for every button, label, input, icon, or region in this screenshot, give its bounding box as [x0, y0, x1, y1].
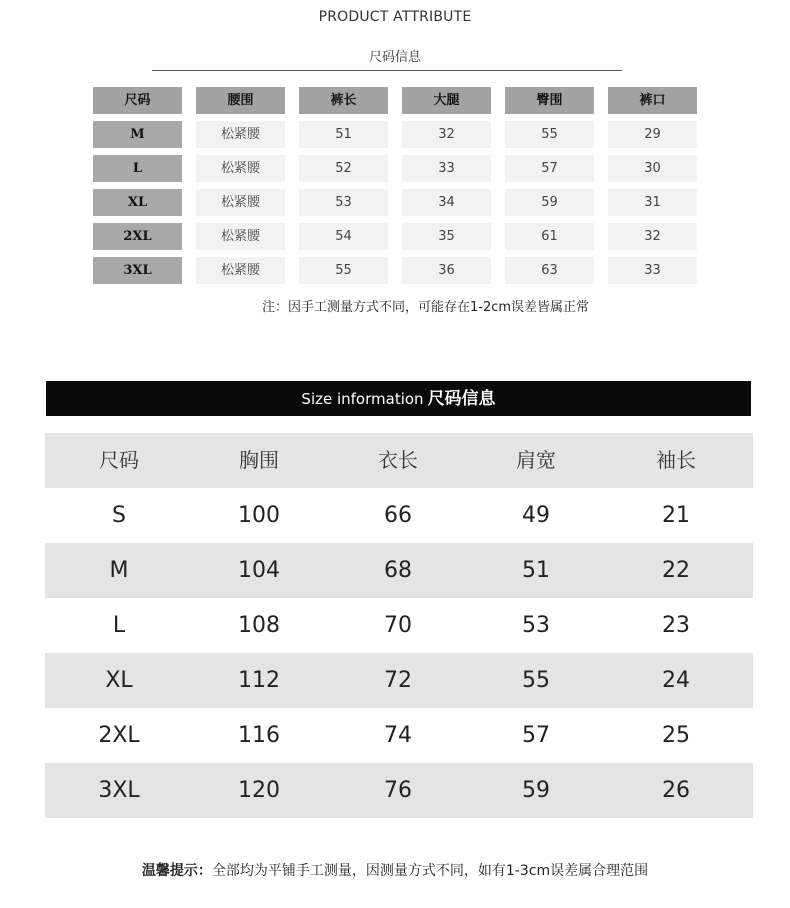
pants-value-cell: 53 [299, 189, 388, 216]
top-value-cell: 59 [522, 778, 550, 803]
pants-value-cell: 36 [402, 257, 491, 284]
banner-chinese-label: 尺码信息 [427, 389, 496, 409]
pants-value-cell: 63 [505, 257, 594, 284]
pants-value-cell: 33 [608, 257, 697, 284]
measurement-note: 注：因手工测量方式不同，可能存在1-2cm误差皆属正常 [262, 300, 590, 315]
pants-value-cell: 51 [299, 121, 388, 148]
top-table-row [45, 763, 753, 818]
pants-value-cell: 30 [608, 155, 697, 182]
pants-size-cell: M [93, 121, 182, 148]
pants-size-cell: 3XL [93, 257, 182, 284]
top-value-cell: 104 [238, 558, 280, 583]
top-value-cell: 100 [238, 503, 280, 528]
pants-value-cell: 松紧腰 [196, 121, 285, 148]
pants-value-cell: 29 [608, 121, 697, 148]
top-size-cell: M [109, 558, 129, 583]
pants-table-row [93, 189, 703, 216]
top-value-cell: 120 [238, 778, 280, 803]
top-table-row [45, 488, 753, 543]
top-size-cell: L [112, 613, 126, 638]
top-value-cell: 112 [238, 668, 280, 693]
top-table-row [45, 708, 753, 763]
pants-size-cell: XL [93, 189, 182, 216]
top-value-cell: 108 [238, 613, 280, 638]
top-value-cell: 24 [662, 668, 690, 693]
pants-value-cell: 55 [299, 257, 388, 284]
pants-value-cell: 松紧腰 [196, 257, 285, 284]
top-value-cell: 116 [238, 723, 280, 748]
top-header-cell: 袖长 [656, 448, 696, 472]
pants-value-cell: 31 [608, 189, 697, 216]
tip-label: 温馨提示： [141, 863, 212, 879]
pants-value-cell: 35 [402, 223, 491, 250]
banner-english-label: Size information [301, 390, 424, 408]
tip-text: 全部均为平铺手工测量，因测量方式不同，如有1-3cm误差属合理范围 [211, 863, 649, 879]
top-value-cell: 21 [662, 503, 690, 528]
top-value-cell: 49 [522, 503, 550, 528]
pants-size-cell: L [93, 155, 182, 182]
pants-header-cell: 裤长 [299, 87, 388, 114]
pants-header-cell: 尺码 [93, 87, 182, 114]
top-value-cell: 23 [662, 613, 690, 638]
pants-value-cell: 松紧腰 [196, 189, 285, 216]
tip-note [0, 860, 790, 880]
top-value-cell: 51 [522, 558, 550, 583]
top-value-cell: 68 [384, 558, 412, 583]
pants-header-cell: 臀围 [505, 87, 594, 114]
pants-value-cell: 54 [299, 223, 388, 250]
pants-header-cell: 裤口 [608, 87, 697, 114]
product-attribute-title: PRODUCT ATTRIBUTE [318, 9, 472, 25]
top-header-cell: 尺码 [99, 448, 139, 472]
top-value-cell: 74 [384, 723, 412, 748]
pants-value-cell: 61 [505, 223, 594, 250]
top-table-row [45, 598, 753, 653]
pants-value-cell: 松紧腰 [196, 223, 285, 250]
top-header-cell: 胸围 [239, 448, 279, 472]
pants-size-cell: 2XL [93, 223, 182, 250]
top-value-cell: 66 [384, 503, 412, 528]
top-value-cell: 70 [384, 613, 412, 638]
pants-value-cell: 57 [505, 155, 594, 182]
top-table-row [45, 543, 753, 598]
top-table-row [45, 653, 753, 708]
title-divider [152, 70, 622, 71]
pants-table-row [93, 121, 703, 148]
pants-value-cell: 52 [299, 155, 388, 182]
pants-value-cell: 59 [505, 189, 594, 216]
pants-value-cell: 33 [402, 155, 491, 182]
top-table-header-row [45, 433, 753, 488]
pants-table-row [93, 155, 703, 182]
top-size-cell: XL [105, 668, 133, 693]
pants-table-header-row [93, 87, 703, 114]
top-value-cell: 22 [662, 558, 690, 583]
pants-table-row [93, 223, 703, 250]
top-size-cell: 3XL [98, 778, 140, 803]
pants-value-cell: 32 [608, 223, 697, 250]
top-value-cell: 76 [384, 778, 412, 803]
pants-header-cell: 腰围 [196, 87, 285, 114]
top-value-cell: 25 [662, 723, 690, 748]
pants-header-cell: 大腿 [402, 87, 491, 114]
size-information-banner [46, 381, 751, 416]
top-value-cell: 26 [662, 778, 690, 803]
pants-table-row [93, 257, 703, 284]
top-value-cell: 72 [384, 668, 412, 693]
top-size-cell: S [112, 503, 126, 528]
pants-value-cell: 55 [505, 121, 594, 148]
pants-value-cell: 34 [402, 189, 491, 216]
top-value-cell: 57 [522, 723, 550, 748]
top-size-cell: 2XL [98, 723, 140, 748]
pants-value-cell: 32 [402, 121, 491, 148]
top-value-cell: 53 [522, 613, 550, 638]
top-value-cell: 55 [522, 668, 550, 693]
top-header-cell: 衣长 [378, 448, 418, 472]
top-header-cell: 肩宽 [516, 448, 556, 472]
size-info-subtitle: 尺码信息 [368, 50, 421, 65]
pants-value-cell: 松紧腰 [196, 155, 285, 182]
